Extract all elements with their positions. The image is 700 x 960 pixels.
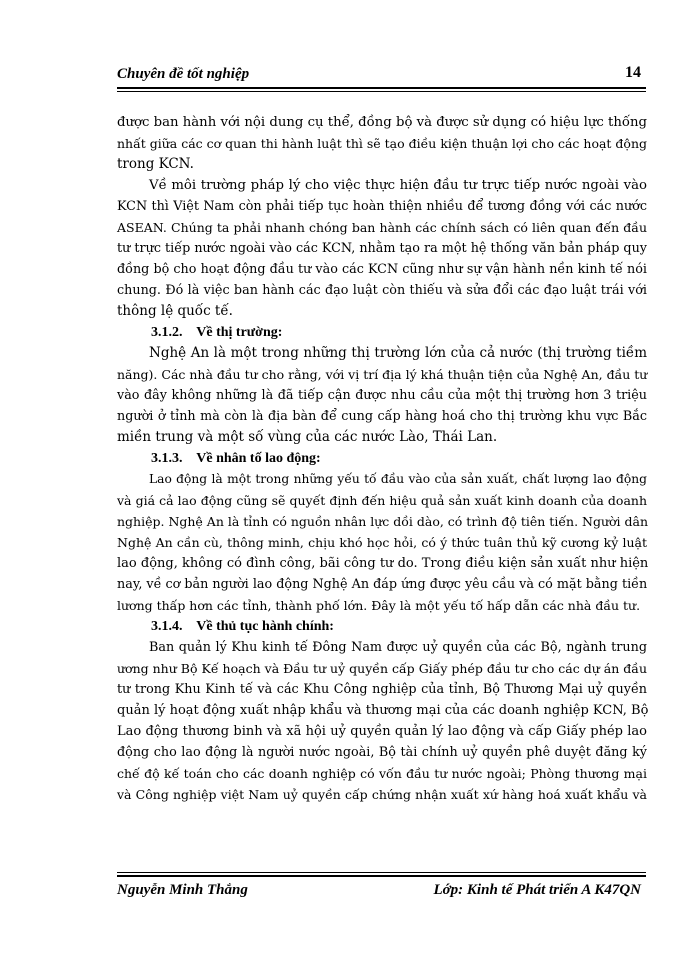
section-heading-3-1-4: 3.1.4. Về thủ tục hành chính: (151, 619, 334, 634)
body-line: quản lý hoạt động xuất nhập khẩu và thương mại của các doanh nghiệp KCN, Bộ (117, 703, 649, 718)
body-line: và Công nghiệp việt Nam uỷ quyền cấp chứng nhận xuất xứ hàng hoá xuất khẩu và (117, 787, 647, 802)
body-line: miền trung và một số vùng của các nước Lào, Thái Lan. (117, 429, 498, 445)
body-line: chung. Đó là việc ban hành các đạo luật còn thiếu và sửa đổi các đạo luật trái với (117, 283, 647, 298)
page-footer (117, 880, 647, 904)
body-line: nghiệp. Nghệ An là tỉnh có nguồn nhân lực dồi dào, có trình độ tiên tiến. Người dân (117, 514, 649, 529)
body-line: chế độ kế toán cho các doanh nghiệp có vốn đầu tư nước ngoài; Phòng thương mại (117, 766, 647, 781)
body-line: Lao động thương binh và xã hội uỷ quyền quản lý lao động và cấp Giấy phép lao (117, 724, 647, 739)
section-heading-3-1-2: 3.1.2. Về thị trường: (151, 325, 283, 340)
body-line: vào đây không những là đã tiếp cận được nhu cầu của một thị trường hơn 3 triệu (117, 388, 647, 403)
body-line: Nghệ An là một trong những thị trường lớn của cả nước (thị trường tiềm (149, 345, 647, 361)
body-line: được ban hành với nội dung cụ thể, đồng bộ và được sử dụng có hiệu lực thống (117, 115, 648, 130)
body-line: động cho lao động là người nước ngoài, Bộ tài chính uỷ quyền phê duyệt đăng ký (117, 745, 647, 760)
body-line: thông lệ quốc tế. (117, 303, 233, 319)
body-line: đồng bộ cho hoạt động đầu tư vào các KCN cũng như sự vận hành nền kinh tế nói (117, 262, 647, 277)
body-line: nhất giữa các cơ quan thi hành luật thì sẽ tạo điều kiện thuận lợi cho các hoạt động (117, 136, 647, 151)
body-line: Về môi trường pháp lý cho việc thực hiện đầu tư trực tiếp nước ngoài vào (149, 178, 647, 193)
header-rule-thick (117, 87, 646, 89)
page-number: 14 (625, 64, 641, 81)
footer-rule-thin (117, 872, 646, 873)
page-header (117, 60, 647, 86)
body-line: năng). Các nhà đầu tư cho rằng, với vị trí địa lý khá thuận tiện của Nghệ An, đầu tư (117, 367, 648, 382)
footer-rule-thick (117, 875, 646, 877)
document-title: Chuyên đề tốt nghiệp (117, 66, 250, 82)
body-line: ASEAN. Chúng ta phải nhanh chóng ban hành các chính sách có liên quan đến đầu (117, 220, 647, 235)
body-line: lương thấp hơn các tỉnh, thành phố lớn. Đây là một yếu tố hấp dẫn các nhà đầu tư. (117, 598, 641, 613)
body-line: Ban quản lý Khu kinh tế Đông Nam được uỷ quyền của các Bộ, ngành trung (149, 640, 647, 655)
body-line: tư trong Khu Kinh tế và các Khu Công nghiệp của tỉnh, Bộ Thương Mại uỷ quyền (117, 682, 647, 697)
body-line: Nghệ An cần cù, thông minh, chịu khó học hỏi, có ý thức tuân thủ kỹ cương kỷ luật (117, 535, 647, 550)
section-heading-3-1-3: 3.1.3. Về nhân tố lao động: (151, 451, 321, 466)
body-line: và giá cả lao động cũng sẽ quyết định đến hiệu quả sản xuất kinh doanh của doanh (117, 493, 647, 508)
body-line: nay, về cơ bản người lao động Nghệ An đáp ứng được yêu cầu và có mặt bằng tiền (117, 577, 648, 592)
body-line: Lao động là một trong những yếu tố đầu vào của sản xuất, chất lượng lao động (149, 472, 647, 486)
body-line: KCN thì Việt Nam còn phải tiếp tục hoàn thiện nhiều để tương đồng với các nước (117, 199, 647, 214)
class-label: Lớp: Kinh tế Phát triển A K47QN (433, 882, 641, 898)
body-line: tư trực tiếp nước ngoài vào các KCN, nhằm tạo ra một hệ thống văn bản pháp quy (117, 241, 647, 256)
body-line: lao động, không có đình công, bãi công tư do. Trong điều kiện sản xuất như hiện (117, 556, 649, 571)
body-line: ương như Bộ Kế hoạch và Đầu tư uỷ quyền cấp Giấy phép đầu tư cho các dự án đầu (117, 661, 647, 676)
author-name: Nguyễn Minh Thắng (117, 882, 248, 898)
page-body (117, 112, 647, 805)
header-rule-thin (117, 91, 646, 92)
body-line: người ở tỉnh mà còn là địa bàn để cung cấp hàng hoá cho thị trường khu vực Bắc (117, 409, 647, 424)
body-line: trong KCN. (117, 156, 194, 172)
